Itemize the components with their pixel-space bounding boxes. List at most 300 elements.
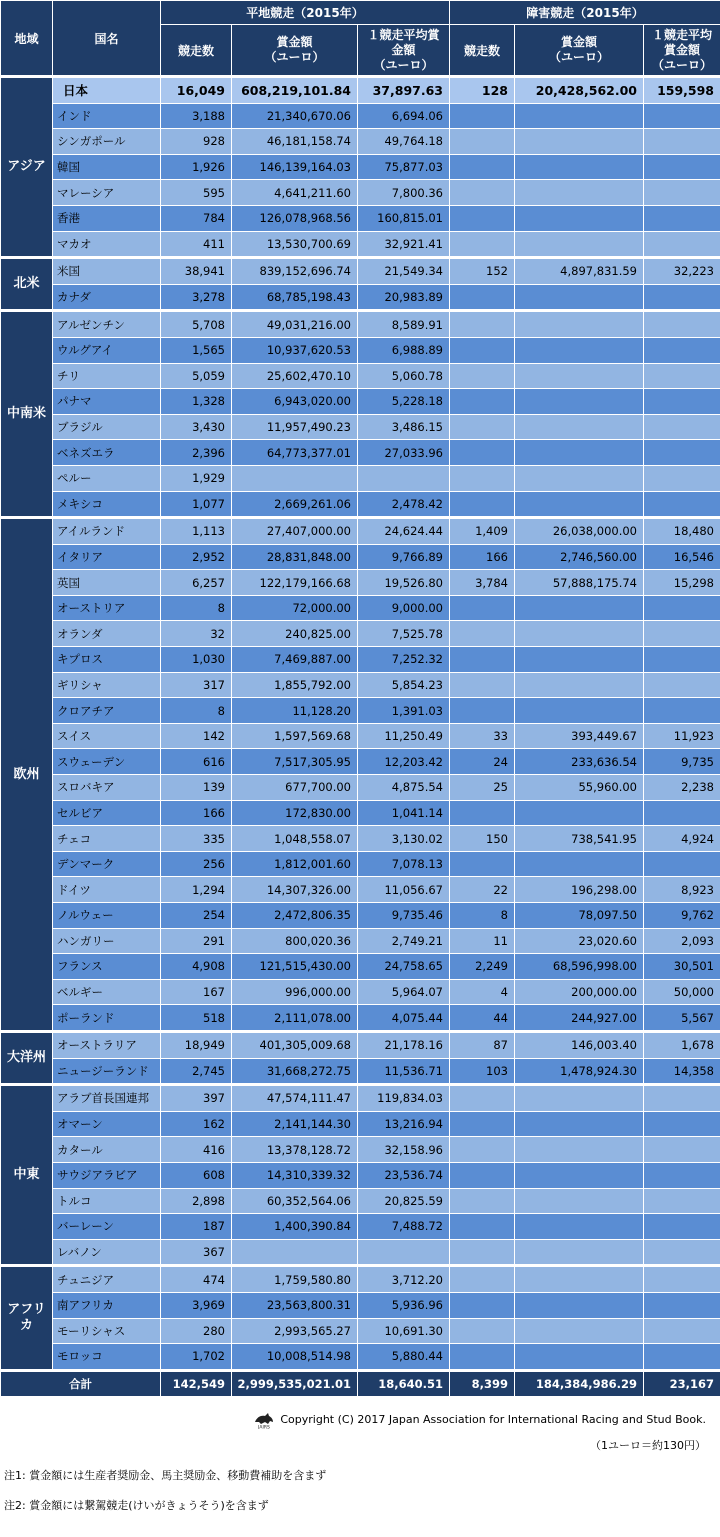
jump-avg-cell: 2,093: [644, 928, 720, 954]
table-row: [1, 1137, 720, 1163]
jump-avg-cell: [644, 103, 720, 129]
flat-races-cell: 367: [161, 1239, 232, 1266]
flat-races-cell: 5,708: [161, 311, 232, 338]
table-row: [1, 672, 720, 698]
flat-races-cell: 18,949: [161, 1031, 232, 1058]
flat-avg-cell: 7,078.13: [358, 851, 450, 877]
flat-avg-cell: 1,041.14: [358, 800, 450, 826]
jump-avg-cell: [644, 129, 720, 155]
flat-prize-cell: 126,078,968.56: [232, 205, 358, 231]
jump-races-cell: 150: [450, 826, 515, 852]
flat-prize-cell: 46,181,158.74: [232, 129, 358, 155]
flat-races-cell: 6,257: [161, 570, 232, 596]
country-cell: アラブ首長国連邦: [53, 1085, 161, 1112]
flat-prize-cell: 13,530,700.69: [232, 231, 358, 258]
country-cell: カナダ: [53, 284, 161, 311]
jump-prize-cell: 68,596,998.00: [515, 954, 644, 980]
flat-races-cell: 616: [161, 749, 232, 775]
flat-races-cell: 3,430: [161, 414, 232, 440]
flat-races-cell: 1,702: [161, 1344, 232, 1371]
flat-prize-cell: 14,307,326.00: [232, 877, 358, 903]
jump-races-cell: [450, 1214, 515, 1240]
flat-prize-cell: 240,825.00: [232, 621, 358, 647]
flat-races-cell: 2,396: [161, 440, 232, 466]
flat-avg-cell: 160,815.01: [358, 205, 450, 231]
flat-group-header: 平地競走（2015年）: [161, 1, 450, 25]
jump-races-cell: [450, 414, 515, 440]
jump-prize-cell: [515, 1188, 644, 1214]
jump-races-cell: [450, 672, 515, 698]
flat-avg-cell: 5,228.18: [358, 389, 450, 415]
flat-prize-header: 賞金額 （ユーロ）: [232, 25, 358, 77]
flat-prize-cell: 2,141,144.30: [232, 1111, 358, 1137]
region-cell: 中東: [1, 1085, 53, 1266]
table-row: [1, 570, 720, 596]
flat-races-cell: 32: [161, 621, 232, 647]
jump-races-cell: 33: [450, 723, 515, 749]
table-row: [1, 180, 720, 206]
flat-avg-cell: 3,712.20: [358, 1266, 450, 1293]
table-row: [1, 1162, 720, 1188]
flat-avg-cell: 75,877.03: [358, 154, 450, 180]
jump-prize-cell: [515, 1162, 644, 1188]
jump-avg-cell: [644, 595, 720, 621]
table-row: [1, 414, 720, 440]
jump-avg-cell: [644, 414, 720, 440]
jump-prize-cell: [515, 389, 644, 415]
flat-races-cell: 5,059: [161, 363, 232, 389]
jump-prize-cell: [515, 491, 644, 518]
flat-avg-cell: 5,880.44: [358, 1344, 450, 1371]
flat-prize-cell: 49,031,216.00: [232, 311, 358, 338]
table-row: [1, 311, 720, 338]
jump-races-cell: 25: [450, 775, 515, 801]
flat-prize-cell: 2,669,261.06: [232, 491, 358, 518]
flat-prize-cell: 1,400,390.84: [232, 1214, 358, 1240]
flat-prize-cell: 2,993,565.27: [232, 1318, 358, 1344]
jump-prize-cell: [515, 440, 644, 466]
total-flat-avg: 18,640.51: [358, 1370, 450, 1396]
region-cell: 中南米: [1, 311, 53, 518]
flat-prize-cell: 28,831,848.00: [232, 544, 358, 570]
flat-races-header: 競走数: [161, 25, 232, 77]
jump-races-cell: 128: [450, 77, 515, 104]
total-row: [1, 1370, 720, 1396]
country-cell: 米国: [53, 258, 161, 285]
jump-avg-cell: [644, 491, 720, 518]
flat-races-cell: 1,294: [161, 877, 232, 903]
jump-avg-cell: 159,598: [644, 77, 720, 104]
jump-races-cell: [450, 103, 515, 129]
footer-notes: [0, 1397, 720, 1537]
jump-avg-cell: 2,238: [644, 775, 720, 801]
jump-races-cell: [450, 465, 515, 491]
jump-races-cell: [450, 1318, 515, 1344]
flat-prize-cell: 64,773,377.01: [232, 440, 358, 466]
flat-races-cell: 280: [161, 1318, 232, 1344]
flat-races-cell: 1,926: [161, 154, 232, 180]
jump-avg-cell: 15,298: [644, 570, 720, 596]
flat-races-cell: 166: [161, 800, 232, 826]
country-cell: デンマーク: [53, 851, 161, 877]
flat-avg-cell: 5,060.78: [358, 363, 450, 389]
flat-prize-cell: 2,472,806.35: [232, 903, 358, 929]
jump-avg-cell: [644, 337, 720, 363]
flat-races-cell: 8: [161, 698, 232, 724]
flat-avg-cell: 49,764.18: [358, 129, 450, 155]
table-row: [1, 954, 720, 980]
jump-avg-cell: 4,924: [644, 826, 720, 852]
flat-races-cell: 254: [161, 903, 232, 929]
total-flat-races: 142,549: [161, 1370, 232, 1396]
flat-prize-cell: 1,048,558.07: [232, 826, 358, 852]
table-row: [1, 284, 720, 311]
jump-avg-header: １競走平均 賞金額 （ユーロ）: [644, 25, 720, 77]
country-cell: スウェーデン: [53, 749, 161, 775]
country-cell: ブラジル: [53, 414, 161, 440]
table-row: [1, 231, 720, 258]
jump-prize-cell: 393,449.67: [515, 723, 644, 749]
jump-avg-cell: [644, 1111, 720, 1137]
jump-prize-cell: [515, 647, 644, 673]
jump-prize-cell: 23,020.60: [515, 928, 644, 954]
flat-prize-cell: 121,515,430.00: [232, 954, 358, 980]
table-row: [1, 1058, 720, 1085]
jump-prize-cell: [515, 1214, 644, 1240]
flat-races-cell: 3,278: [161, 284, 232, 311]
country-cell: カタール: [53, 1137, 161, 1163]
jump-races-cell: [450, 129, 515, 155]
jump-prize-cell: [515, 1266, 644, 1293]
flat-prize-cell: 1,855,792.00: [232, 672, 358, 698]
flat-prize-cell: 10,937,620.53: [232, 337, 358, 363]
flat-prize-cell: 14,310,339.32: [232, 1162, 358, 1188]
jump-prize-cell: [515, 103, 644, 129]
country-cell: バーレーン: [53, 1214, 161, 1240]
copyright-line: [252, 1411, 706, 1429]
jump-avg-cell: 11,923: [644, 723, 720, 749]
note-2: 注2: 賞金額には繋駕競走(けいがきょうそう)を含まず: [4, 1497, 269, 1513]
flat-prize-cell: 60,352,564.06: [232, 1188, 358, 1214]
flat-avg-cell: 11,250.49: [358, 723, 450, 749]
jump-races-cell: [450, 595, 515, 621]
jump-races-cell: 3,784: [450, 570, 515, 596]
flat-races-cell: 1,929: [161, 465, 232, 491]
jump-avg-cell: 50,000: [644, 979, 720, 1005]
flat-avg-cell: 6,694.06: [358, 103, 450, 129]
flat-prize-cell: 608,219,101.84: [232, 77, 358, 104]
jump-races-cell: [450, 440, 515, 466]
flat-avg-cell: 2,749.21: [358, 928, 450, 954]
table-row: [1, 903, 720, 929]
jump-races-cell: [450, 621, 515, 647]
jump-avg-cell: [644, 1188, 720, 1214]
country-cell: シンガポール: [53, 129, 161, 155]
jump-avg-cell: [644, 698, 720, 724]
flat-races-cell: 256: [161, 851, 232, 877]
jump-races-cell: [450, 1188, 515, 1214]
jump-prize-cell: [515, 129, 644, 155]
table-row: [1, 103, 720, 129]
country-cell: トルコ: [53, 1188, 161, 1214]
country-cell: チリ: [53, 363, 161, 389]
region-cell: 北米: [1, 258, 53, 311]
flat-prize-cell: 68,785,198.43: [232, 284, 358, 311]
jump-races-cell: 2,249: [450, 954, 515, 980]
flat-prize-cell: 839,152,696.74: [232, 258, 358, 285]
country-header: 国名: [53, 1, 161, 77]
jump-races-cell: 11: [450, 928, 515, 954]
jump-races-cell: [450, 180, 515, 206]
country-cell: ギリシャ: [53, 672, 161, 698]
jump-races-cell: 1,409: [450, 518, 515, 545]
region-cell: アジア: [1, 77, 53, 258]
jump-avg-cell: [644, 851, 720, 877]
flat-races-cell: 187: [161, 1214, 232, 1240]
flat-avg-cell: 11,056.67: [358, 877, 450, 903]
flat-avg-cell: 32,921.41: [358, 231, 450, 258]
jump-avg-cell: [644, 1085, 720, 1112]
jump-prize-cell: [515, 851, 644, 877]
jump-prize-cell: [515, 1239, 644, 1266]
flat-races-cell: 167: [161, 979, 232, 1005]
jump-avg-cell: 9,762: [644, 903, 720, 929]
country-cell: 韓国: [53, 154, 161, 180]
flat-races-cell: 928: [161, 129, 232, 155]
jump-prize-cell: [515, 1318, 644, 1344]
flat-avg-cell: 3,486.15: [358, 414, 450, 440]
jump-avg-cell: [644, 1239, 720, 1266]
jump-avg-cell: 8,923: [644, 877, 720, 903]
flat-avg-cell: 119,834.03: [358, 1085, 450, 1112]
flat-races-cell: 784: [161, 205, 232, 231]
country-cell: パナマ: [53, 389, 161, 415]
jump-races-cell: [450, 154, 515, 180]
table-row: [1, 775, 720, 801]
table-row: [1, 1111, 720, 1137]
flat-prize-cell: 122,179,166.68: [232, 570, 358, 596]
flat-races-cell: 16,049: [161, 77, 232, 104]
exchange-rate: （1ユーロ＝約130円）: [590, 1437, 706, 1453]
jump-avg-cell: [644, 180, 720, 206]
jump-prize-cell: [515, 621, 644, 647]
table-row: [1, 1239, 720, 1266]
jump-prize-cell: 196,298.00: [515, 877, 644, 903]
jump-prize-cell: [515, 311, 644, 338]
flat-prize-cell: 10,008,514.98: [232, 1344, 358, 1371]
flat-races-cell: 2,898: [161, 1188, 232, 1214]
note-1: 注1: 賞金額には生産者奨励金、馬主奨励金、移動費補助を含まず: [4, 1467, 326, 1483]
flat-avg-header: １競走平均賞 金額 （ユーロ）: [358, 25, 450, 77]
flat-prize-cell: 4,641,211.60: [232, 180, 358, 206]
table-body: [1, 77, 720, 1371]
total-flat-prize: 2,999,535,021.01: [232, 1370, 358, 1396]
jump-prize-cell: 146,003.40: [515, 1031, 644, 1058]
jump-races-cell: [450, 698, 515, 724]
flat-races-cell: 162: [161, 1111, 232, 1137]
country-cell: ウルグアイ: [53, 337, 161, 363]
table-row: [1, 928, 720, 954]
jump-prize-cell: 738,541.95: [515, 826, 644, 852]
country-cell: レバノン: [53, 1239, 161, 1266]
country-cell: オランダ: [53, 621, 161, 647]
jump-avg-cell: [644, 440, 720, 466]
country-cell: セルビア: [53, 800, 161, 826]
jump-races-cell: [450, 231, 515, 258]
jump-prize-cell: [515, 465, 644, 491]
flat-races-cell: 416: [161, 1137, 232, 1163]
jump-races-cell: [450, 363, 515, 389]
country-cell: アルゼンチン: [53, 311, 161, 338]
table-row: [1, 154, 720, 180]
table-row: [1, 129, 720, 155]
jump-prize-cell: 233,636.54: [515, 749, 644, 775]
flat-races-cell: 139: [161, 775, 232, 801]
flat-races-cell: 411: [161, 231, 232, 258]
table-row: [1, 1085, 720, 1112]
flat-prize-cell: 13,378,128.72: [232, 1137, 358, 1163]
jairs-logo: [252, 1411, 276, 1429]
table-row: [1, 491, 720, 518]
jump-prize-cell: 1,478,924.30: [515, 1058, 644, 1085]
jump-avg-cell: 9,735: [644, 749, 720, 775]
table-row: [1, 1344, 720, 1371]
flat-avg-cell: 13,216.94: [358, 1111, 450, 1137]
country-cell: ノルウェー: [53, 903, 161, 929]
country-cell: ハンガリー: [53, 928, 161, 954]
flat-avg-cell: 27,033.96: [358, 440, 450, 466]
jump-avg-cell: [644, 1344, 720, 1371]
flat-avg-cell: 7,488.72: [358, 1214, 450, 1240]
jump-races-cell: 24: [450, 749, 515, 775]
total-jump-races: 8,399: [450, 1370, 515, 1396]
jump-avg-cell: 5,567: [644, 1005, 720, 1032]
country-cell: モロッコ: [53, 1344, 161, 1371]
jump-avg-cell: [644, 389, 720, 415]
jump-races-cell: [450, 284, 515, 311]
flat-races-cell: 608: [161, 1162, 232, 1188]
table-row: [1, 621, 720, 647]
table-row: [1, 595, 720, 621]
jump-avg-cell: 16,546: [644, 544, 720, 570]
flat-avg-cell: 23,536.74: [358, 1162, 450, 1188]
jump-prize-cell: [515, 414, 644, 440]
total-label: 合計: [1, 1370, 161, 1396]
flat-races-cell: 3,969: [161, 1292, 232, 1318]
jump-avg-cell: [644, 1292, 720, 1318]
jump-prize-cell: [515, 363, 644, 389]
flat-avg-cell: 9,735.46: [358, 903, 450, 929]
region-cell: アフリカ: [1, 1266, 53, 1370]
copyright-text: Copyright (C) 2017 Japan Association for International Racing and Stud Book.: [280, 1413, 706, 1426]
country-cell: マカオ: [53, 231, 161, 258]
table-row: [1, 1266, 720, 1293]
jump-prize-cell: [515, 180, 644, 206]
jump-prize-cell: 20,428,562.00: [515, 77, 644, 104]
flat-prize-cell: 31,668,272.75: [232, 1058, 358, 1085]
flat-prize-cell: 72,000.00: [232, 595, 358, 621]
flat-prize-cell: [232, 465, 358, 491]
table-header: [1, 1, 720, 77]
flat-avg-cell: 32,158.96: [358, 1137, 450, 1163]
flat-avg-cell: 4,075.44: [358, 1005, 450, 1032]
country-cell: アイルランド: [53, 518, 161, 545]
jump-races-cell: [450, 1162, 515, 1188]
jump-races-cell: [450, 1111, 515, 1137]
flat-races-cell: 1,565: [161, 337, 232, 363]
jump-prize-cell: [515, 1292, 644, 1318]
jump-prize-cell: [515, 698, 644, 724]
country-cell: ベネズエラ: [53, 440, 161, 466]
country-cell: チュニジア: [53, 1266, 161, 1293]
country-cell: ペルー: [53, 465, 161, 491]
jump-prize-cell: [515, 231, 644, 258]
jump-prize-cell: 55,960.00: [515, 775, 644, 801]
jump-avg-cell: [644, 1266, 720, 1293]
table-row: [1, 518, 720, 545]
jump-avg-cell: [644, 1214, 720, 1240]
table-row: [1, 749, 720, 775]
country-cell: チェコ: [53, 826, 161, 852]
table-row: [1, 205, 720, 231]
region-cell: 欧州: [1, 518, 53, 1032]
jump-avg-cell: [644, 205, 720, 231]
country-cell: ニュージーランド: [53, 1058, 161, 1085]
table-row: [1, 544, 720, 570]
country-cell: フランス: [53, 954, 161, 980]
jump-prize-cell: [515, 1344, 644, 1371]
region-cell: 大洋州: [1, 1031, 53, 1084]
jump-group-header: 障害競走（2015年）: [450, 1, 720, 25]
jump-races-cell: [450, 647, 515, 673]
flat-races-cell: 142: [161, 723, 232, 749]
jump-avg-cell: [644, 284, 720, 311]
jump-avg-cell: [644, 154, 720, 180]
country-cell: ポーランド: [53, 1005, 161, 1032]
table-row: [1, 440, 720, 466]
jump-races-cell: 166: [450, 544, 515, 570]
table-row: [1, 363, 720, 389]
jump-avg-cell: [644, 311, 720, 338]
flat-races-cell: 4,908: [161, 954, 232, 980]
table-row: [1, 979, 720, 1005]
flat-races-cell: 1,077: [161, 491, 232, 518]
table-row: [1, 1188, 720, 1214]
table-row: [1, 647, 720, 673]
jump-prize-cell: 2,746,560.00: [515, 544, 644, 570]
flat-prize-cell: 1,812,001.60: [232, 851, 358, 877]
flat-avg-cell: 3,130.02: [358, 826, 450, 852]
jump-races-cell: [450, 1292, 515, 1318]
jump-races-cell: 4: [450, 979, 515, 1005]
country-cell: オーストラリア: [53, 1031, 161, 1058]
flat-avg-cell: 5,936.96: [358, 1292, 450, 1318]
flat-avg-cell: 24,624.44: [358, 518, 450, 545]
country-cell: メキシコ: [53, 491, 161, 518]
flat-avg-cell: 2,478.42: [358, 491, 450, 518]
flat-avg-cell: 9,766.89: [358, 544, 450, 570]
flat-avg-cell: 1,391.03: [358, 698, 450, 724]
country-cell: オマーン: [53, 1111, 161, 1137]
flat-avg-cell: 11,536.71: [358, 1058, 450, 1085]
jump-races-cell: [450, 337, 515, 363]
flat-prize-cell: 11,957,490.23: [232, 414, 358, 440]
jairs-logo-text: JAIRS: [258, 1424, 271, 1429]
table-row: [1, 389, 720, 415]
jump-avg-cell: [644, 231, 720, 258]
table-row: [1, 337, 720, 363]
jump-prize-cell: 26,038,000.00: [515, 518, 644, 545]
